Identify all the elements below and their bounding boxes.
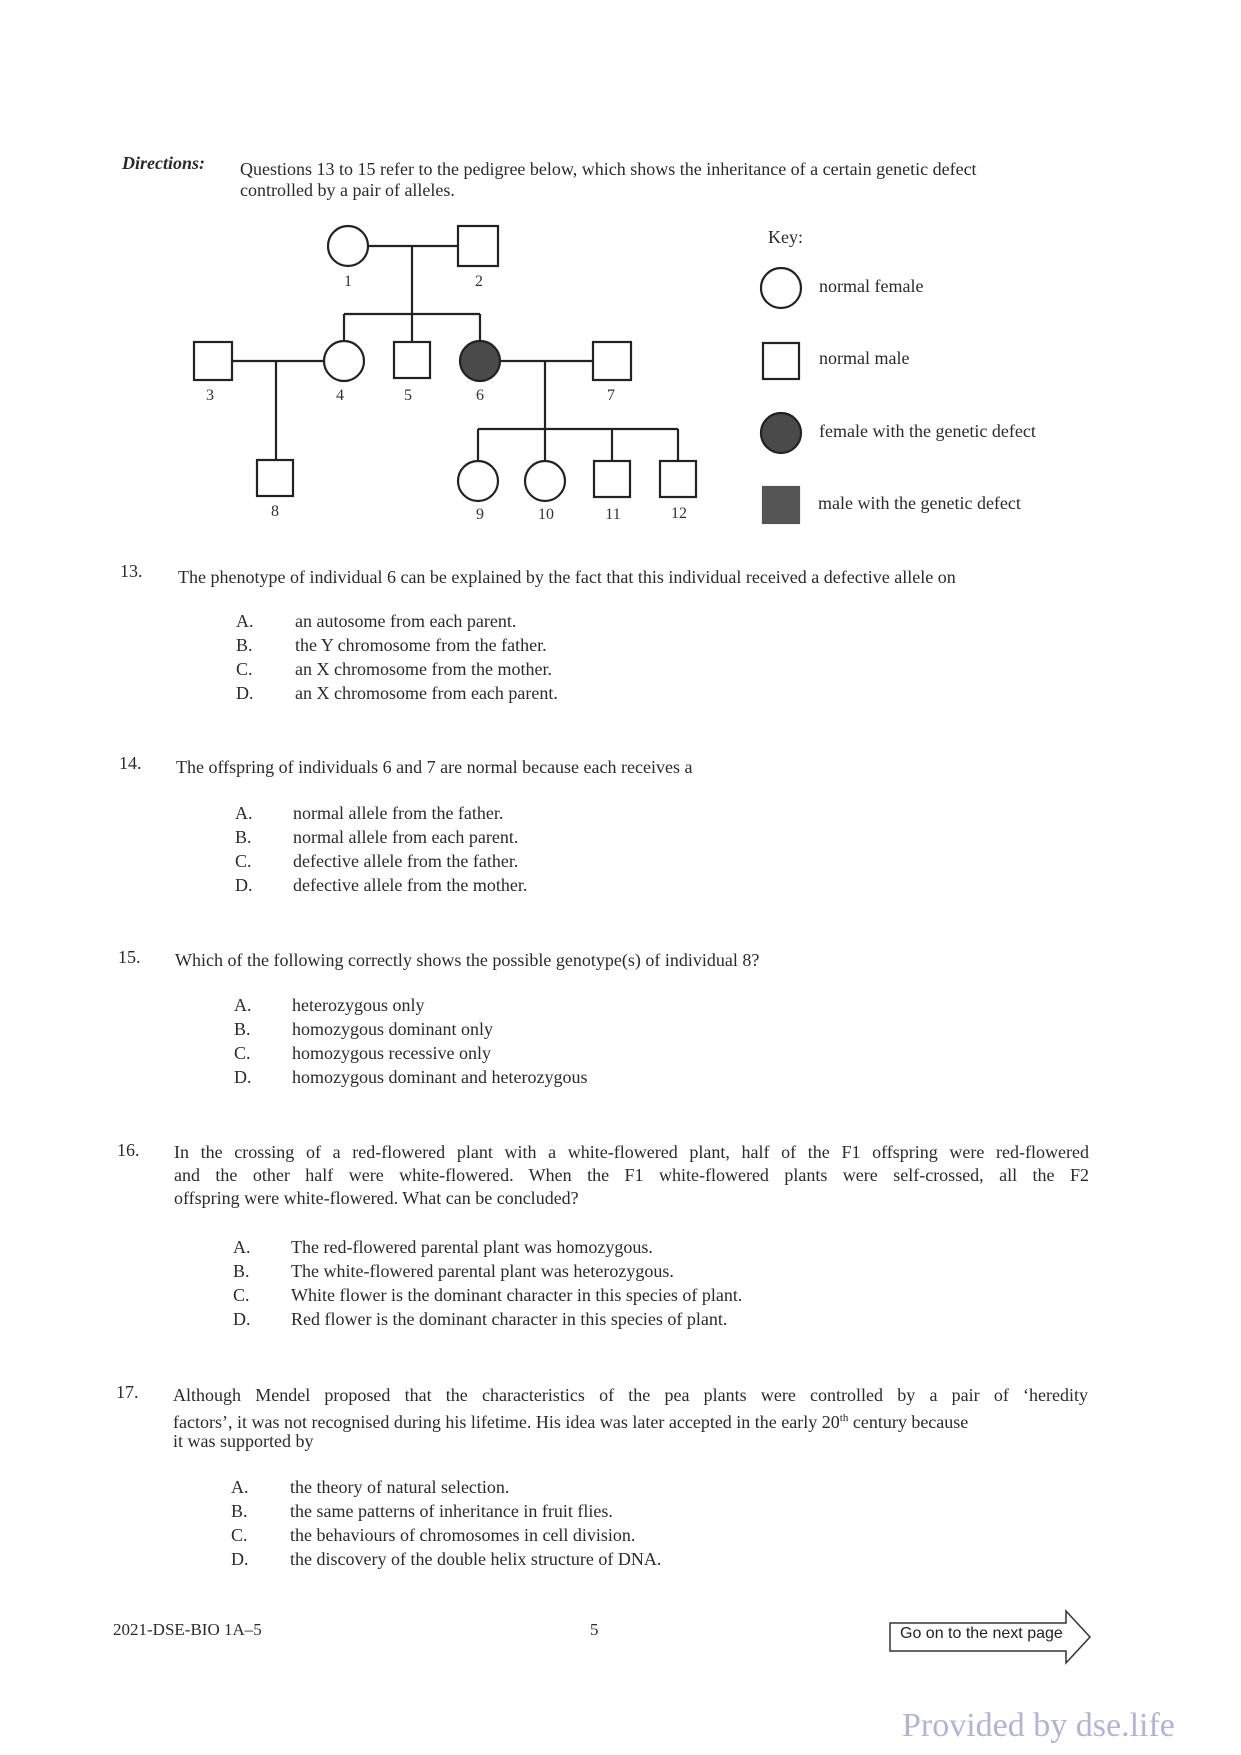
option-letter: C.	[234, 1043, 251, 1063]
key-label-affected-female: female with the genetic defect	[819, 421, 1036, 441]
option-letter: C.	[235, 851, 252, 871]
key-label-affected-male: male with the genetic defect	[818, 493, 1021, 513]
option-text: an autosome from each parent.	[295, 611, 517, 631]
option-text: an X chromosome from the mother.	[295, 659, 552, 679]
option-text: the Y chromosome from the father.	[295, 635, 547, 655]
option-letter: A.	[233, 1237, 251, 1257]
option-letter: B.	[234, 1019, 251, 1039]
key-title: Key:	[768, 227, 803, 247]
individual-4-symbol	[324, 341, 364, 381]
option-text: Red flower is the dominant character in this species of plant.	[291, 1309, 728, 1329]
individual-3-symbol	[194, 342, 232, 380]
individual-8-symbol	[257, 460, 293, 496]
option-letter: B.	[233, 1261, 250, 1281]
option-text: homozygous recessive only	[292, 1043, 491, 1063]
key-circle-filled-symbol	[761, 413, 801, 453]
directions-line-1: Questions 13 to 15 refer to the pedigree below, which shows the inheritance of a certain genetic defect	[240, 159, 977, 179]
question-stem-line: it was supported by	[173, 1431, 314, 1451]
option-letter: B.	[236, 635, 253, 655]
option-text: an X chromosome from each parent.	[295, 683, 558, 703]
stem-superscript: th	[839, 1412, 849, 1424]
individual-3-label: 3	[206, 387, 214, 404]
individual-6-symbol	[460, 341, 500, 381]
directions-label: Directions:	[122, 153, 205, 173]
option-text: White flower is the dominant character in this species of plant.	[291, 1285, 743, 1305]
question-number: 17.	[116, 1382, 139, 1402]
option-letter: A.	[235, 803, 253, 823]
option-letter: A.	[231, 1477, 249, 1497]
individual-9-label: 9	[476, 506, 484, 523]
paper-code: 2021-DSE-BIO 1A–5	[113, 1620, 262, 1639]
individual-6-label: 6	[476, 387, 484, 404]
question-stem: Which of the following correctly shows the possible genotype(s) of individual 8?	[175, 950, 760, 970]
question-number: 16.	[117, 1140, 140, 1160]
option-letter: D.	[233, 1309, 251, 1329]
key-square-filled-symbol	[763, 487, 799, 523]
individual-2-label: 2	[475, 273, 483, 290]
option-letter: A.	[236, 611, 254, 631]
question-number: 13.	[120, 561, 143, 581]
question-stem-line: Although Mendel proposed that the characteristics of the pea plants were controlled by a pair of ‘heredity	[173, 1385, 1088, 1405]
option-letter: D.	[235, 875, 253, 895]
individual-10-label: 10	[538, 506, 554, 523]
option-text: heterozygous only	[292, 995, 425, 1015]
option-text: normal allele from the father.	[293, 803, 504, 823]
key-label-normal-female: normal female	[819, 276, 924, 296]
option-text: The white-flowered parental plant was heterozygous.	[291, 1261, 674, 1281]
question-stem-line: In the crossing of a red-flowered plant with a white-flowered plant, half of the F1 offspring were red-flowered	[174, 1142, 1089, 1162]
individual-10-symbol	[525, 461, 565, 501]
individual-7-symbol	[593, 342, 631, 380]
question-stem-line: offspring were white-flowered. What can be concluded?	[174, 1188, 579, 1208]
individual-12-symbol	[660, 461, 696, 497]
watermark: Provided by dse.life	[902, 1707, 1175, 1744]
individual-8-label: 8	[271, 503, 279, 520]
directions-line-2: controlled by a pair of alleles.	[240, 180, 455, 200]
stem-text: factors’, it was not recognised during his lifetime. His idea was later accepted in the early 20	[173, 1412, 840, 1432]
key-circle-open-symbol	[761, 268, 801, 308]
option-letter: B.	[231, 1501, 248, 1521]
option-text: The red-flowered parental plant was homozygous.	[291, 1237, 653, 1257]
key-label-normal-male: normal male	[819, 348, 910, 368]
option-text: homozygous dominant only	[292, 1019, 493, 1039]
option-letter: C.	[233, 1285, 250, 1305]
page-number: 5	[590, 1620, 599, 1639]
option-text: defective allele from the mother.	[293, 875, 528, 895]
option-text: the discovery of the double helix structure of DNA.	[290, 1549, 662, 1569]
individual-11-label: 11	[605, 506, 621, 523]
option-letter: D.	[231, 1549, 249, 1569]
option-letter: A.	[234, 995, 252, 1015]
option-letter: C.	[236, 659, 253, 679]
question-number: 14.	[119, 753, 142, 773]
individual-7-label: 7	[607, 387, 615, 404]
next-page-indicator	[888, 1609, 1093, 1665]
individual-2-symbol	[458, 226, 498, 266]
question-number: 15.	[118, 947, 141, 967]
individual-5-symbol	[394, 342, 430, 378]
question-stem: The offspring of individuals 6 and 7 are normal because each receives a	[176, 757, 693, 777]
individual-9-symbol	[458, 461, 498, 501]
individual-1-label: 1	[344, 273, 352, 290]
option-text: homozygous dominant and heterozygous	[292, 1067, 588, 1087]
option-text: normal allele from each parent.	[293, 827, 519, 847]
option-letter: B.	[235, 827, 252, 847]
individual-1-symbol	[328, 226, 368, 266]
individual-5-label: 5	[404, 387, 412, 404]
stem-text-continued: century because	[848, 1412, 969, 1432]
individual-11-symbol	[594, 461, 630, 497]
individual-12-label: 12	[671, 505, 687, 522]
option-text: the behaviours of chromosomes in cell division.	[290, 1525, 636, 1545]
pedigree-diagram	[0, 0, 1241, 560]
option-text: the same patterns of inheritance in fruit flies.	[290, 1501, 613, 1521]
option-text: defective allele from the father.	[293, 851, 519, 871]
option-text: the theory of natural selection.	[290, 1477, 510, 1497]
key-square-open-symbol	[763, 343, 799, 379]
option-letter: D.	[236, 683, 254, 703]
question-stem: The phenotype of individual 6 can be explained by the fact that this individual received a defective allele on	[178, 567, 956, 587]
next-page-label: Go on to the next page	[900, 1625, 1063, 1642]
option-letter: D.	[234, 1067, 252, 1087]
question-stem-line: and the other half were white-flowered. When the F1 white-flowered plants were self-crossed, all the F2	[174, 1165, 1089, 1185]
individual-4-label: 4	[336, 387, 344, 404]
option-letter: C.	[231, 1525, 248, 1545]
